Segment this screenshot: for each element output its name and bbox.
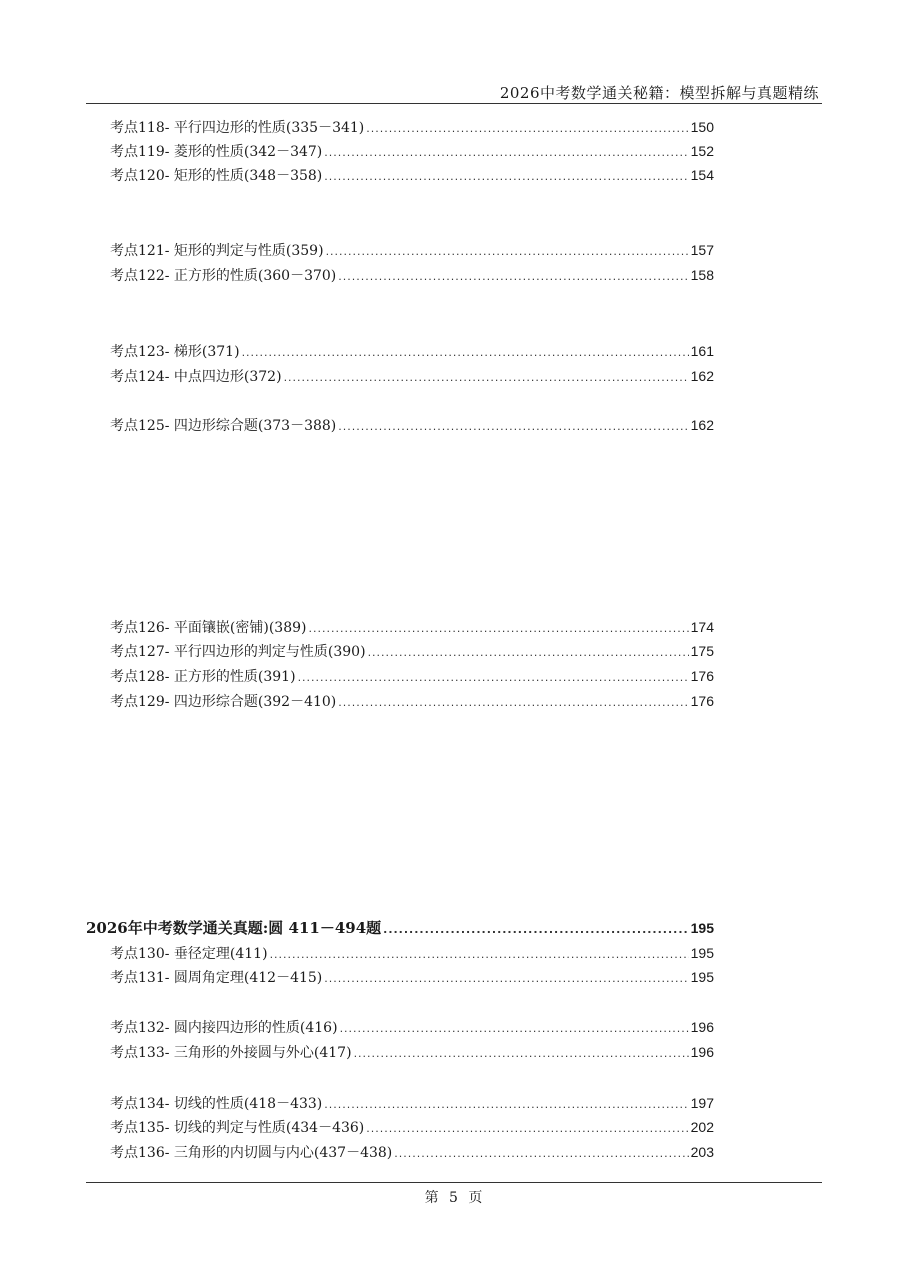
toc-entry-page: 158 — [690, 267, 714, 283]
page-header-title: 2026中考数学通关秘籍：模型拆解与真题精练 — [499, 84, 819, 102]
toc-entry[interactable] — [110, 415, 714, 435]
toc-entry-label: 考点132- 圆内接四边形的性质(416) — [110, 1020, 338, 1036]
toc-entry[interactable] — [110, 943, 714, 963]
dot-leader — [354, 1047, 689, 1060]
dot-leader — [394, 1147, 688, 1160]
toc-entry-page: 197 — [690, 1095, 714, 1111]
toc-entry[interactable] — [110, 967, 714, 987]
dot-leader — [366, 122, 688, 135]
toc-entry-page: 196 — [690, 1044, 714, 1060]
dot-leader — [338, 270, 688, 283]
toc-entry-page: 150 — [690, 119, 714, 135]
dot-leader — [324, 146, 688, 159]
toc-entry-page: 152 — [690, 143, 714, 159]
toc-entry[interactable] — [110, 641, 714, 661]
toc-entry-page: 176 — [690, 693, 714, 709]
page-number: 第 5 页 — [424, 1190, 483, 1206]
toc-entry-label: 考点131- 圆周角定理(412－415) — [110, 970, 323, 986]
toc-entry-label: 考点126- 平面镶嵌(密铺)(389) — [110, 620, 307, 636]
toc-entry[interactable] — [110, 265, 714, 285]
toc-entry-label: 考点127- 平行四边形的判定与性质(390) — [110, 644, 366, 660]
toc-entry-page: 202 — [690, 1119, 714, 1135]
toc-entry-page: 161 — [690, 343, 714, 359]
toc-entry-page: 162 — [690, 417, 714, 433]
toc-entry[interactable] — [110, 117, 714, 137]
toc-entry[interactable] — [110, 141, 714, 161]
dot-leader — [308, 622, 688, 635]
toc-entry[interactable] — [110, 240, 714, 260]
header-divider — [86, 103, 822, 104]
toc-entry-page: 175 — [690, 643, 714, 659]
toc-entry[interactable] — [110, 691, 714, 711]
toc-entry-label: 考点120- 矩形的性质(348－358) — [110, 168, 323, 184]
toc-entry[interactable] — [110, 666, 714, 686]
toc-entry-label: 考点118- 平行四边形的性质(335－341) — [110, 120, 365, 136]
toc-entry-label: 考点130- 垂径定理(411) — [110, 946, 268, 962]
dot-leader — [284, 371, 689, 384]
toc-entry-label: 考点125- 四边形综合题(373－388) — [110, 418, 337, 434]
toc-entry-label: 考点135- 切线的判定与性质(434－436) — [110, 1120, 365, 1136]
toc-entry-page: 162 — [690, 368, 714, 384]
toc-section-page: 195 — [690, 920, 714, 936]
toc-entry[interactable] — [110, 1042, 714, 1062]
toc-entry-page: 157 — [690, 242, 714, 258]
toc-entry-page: 195 — [690, 945, 714, 961]
toc-entry[interactable] — [110, 617, 714, 637]
dot-leader — [270, 948, 689, 961]
toc-entry-label: 考点128- 正方形的性质(391) — [110, 669, 296, 685]
toc-entry-label: 考点136- 三角形的内切圆与内心(437－438) — [110, 1145, 393, 1161]
dot-leader — [242, 346, 689, 359]
toc-entry[interactable] — [110, 1142, 714, 1162]
toc-entry[interactable] — [110, 1017, 714, 1037]
toc-entry-page: 196 — [690, 1019, 714, 1035]
dot-leader — [340, 1022, 689, 1035]
toc-entry[interactable] — [110, 1117, 714, 1137]
toc-entry[interactable] — [110, 366, 714, 386]
toc-entry-label: 考点124- 中点四边形(372) — [110, 369, 282, 385]
toc-entry-label: 考点134- 切线的性质(418－433) — [110, 1096, 323, 1112]
dot-leader — [324, 170, 688, 183]
toc-entry-label: 考点123- 梯形(371) — [110, 344, 240, 360]
toc-section-heading[interactable] — [86, 917, 714, 937]
toc-entry[interactable] — [110, 341, 714, 361]
dot-leader — [338, 420, 688, 433]
dot-leader — [326, 245, 689, 258]
dot-leader — [298, 671, 689, 684]
toc-entry-page: 203 — [690, 1144, 714, 1160]
toc-entry[interactable] — [110, 1093, 714, 1113]
toc-entry-label: 考点121- 矩形的判定与性质(359) — [110, 243, 324, 259]
toc-entry-page: 195 — [690, 969, 714, 985]
dot-leader — [368, 646, 689, 659]
toc-entry-label: 考点119- 菱形的性质(342－347) — [110, 144, 323, 160]
toc-entry-page: 154 — [690, 167, 714, 183]
toc-entry-label: 考点133- 三角形的外接圆与外心(417) — [110, 1045, 352, 1061]
dot-leader — [383, 923, 689, 936]
toc-section-label: 2026年中考数学通关真题:圆 411－494题 — [86, 919, 382, 937]
toc-entry-page: 176 — [690, 668, 714, 684]
toc-entry[interactable] — [110, 165, 714, 185]
footer-divider — [86, 1182, 822, 1183]
toc-entry-page: 174 — [690, 619, 714, 635]
dot-leader — [324, 972, 688, 985]
dot-leader — [324, 1098, 688, 1111]
dot-leader — [338, 696, 688, 709]
toc-entry-label: 考点122- 正方形的性质(360－370) — [110, 268, 337, 284]
toc-entry-label: 考点129- 四边形综合题(392－410) — [110, 694, 337, 710]
dot-leader — [366, 1122, 688, 1135]
